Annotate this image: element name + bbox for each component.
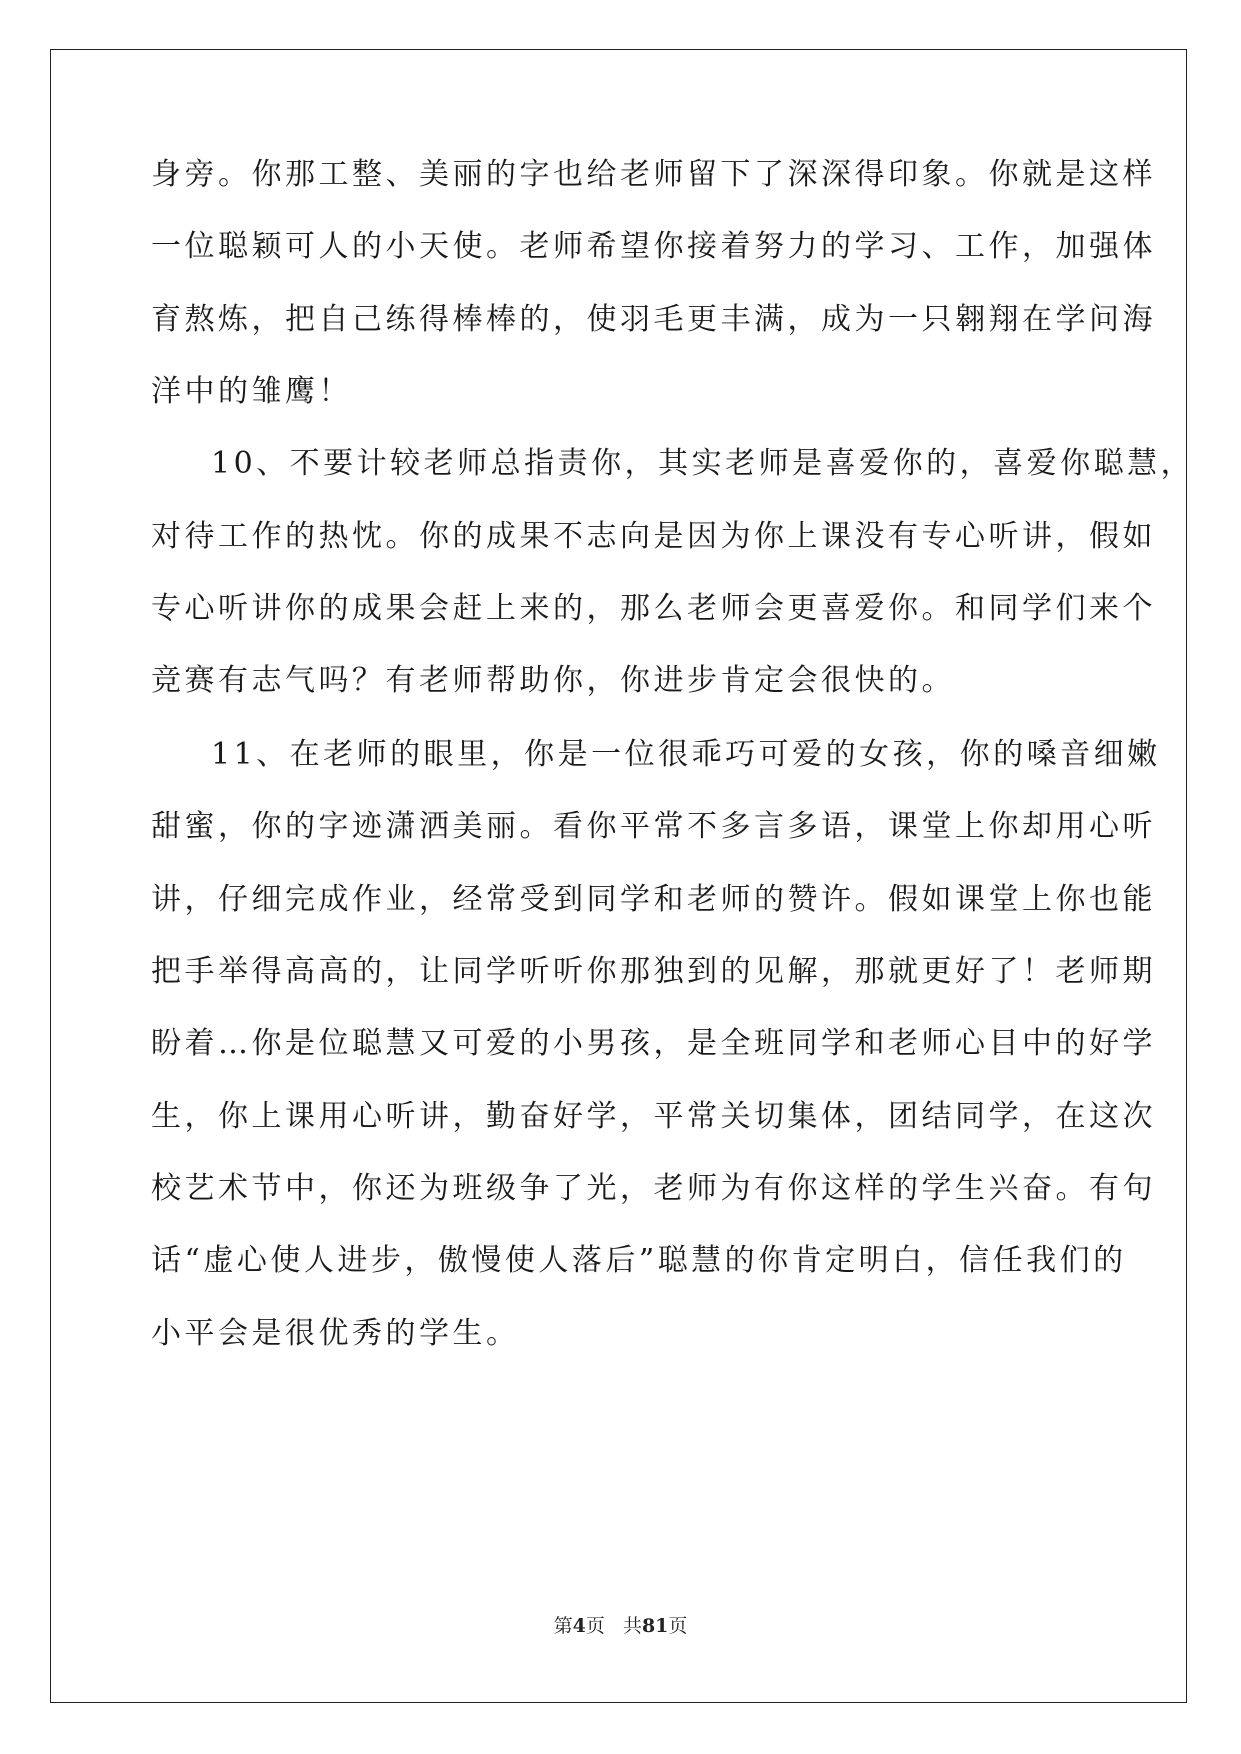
text-line: 生，你上课用心听讲，勤奋好学，平常关切集体，团结同学，在这次 — [151, 1099, 1156, 1134]
text-line: 专心听讲你的成果会赶上来的，那么老师会更喜爱你。和同学们来个 — [151, 591, 1156, 626]
current-page-number: 4 — [572, 1615, 586, 1637]
page-prefix: 第 — [553, 1615, 573, 1637]
text-line: 洋中的雏鹰！ — [151, 374, 352, 409]
text-line: 把手举得高高的，让同学听听你那独到的见解，那就更好了！老师期 — [151, 954, 1156, 989]
text-line: 育熬炼，把自己练得棒棒的，使羽毛更丰满，成为一只翱翔在学问海 — [151, 302, 1156, 337]
text-line: 甜蜜，你的字迹潇洒美丽。看你平常不多言多语，课堂上你却用心听 — [151, 809, 1156, 844]
text-line: 校艺术节中，你还为班级争了光，老师为有你这样的学生兴奋。有句 — [151, 1171, 1156, 1206]
page-mid: 页 共 — [585, 1615, 642, 1637]
paragraph-10-start: 10、不要计较老师总指责你，其实老师是喜爱你的，喜爱你聪慧， — [211, 446, 1195, 481]
page-suffix: 页 — [668, 1615, 688, 1637]
text-line: 盼着…你是位聪慧又可爱的小男孩，是全班同学和老师心目中的好学 — [151, 1026, 1156, 1061]
page-border — [50, 49, 1187, 1703]
total-page-number: 81 — [641, 1615, 669, 1637]
text-line: 一位聪颖可人的小天使。老师希望你接着努力的学习、工作，加强体 — [151, 229, 1156, 264]
text-line: 讲，仔细完成作业，经常受到同学和老师的赞许。假如课堂上你也能 — [151, 882, 1156, 917]
text-line: 对待工作的热忱。你的成果不志向是因为你上课没有专心听讲，假如 — [151, 519, 1156, 554]
text-line: 身旁。你那工整、美丽的字也给老师留下了深深得印象。你就是这样 — [151, 157, 1156, 192]
text-line: 小平会是很优秀的学生。 — [151, 1316, 520, 1351]
paragraph-11-start: 11、在老师的眼里，你是一位很乖巧可爱的女孩，你的嗓音细嫩 — [211, 737, 1161, 772]
text-line: 竞赛有志气吗？有老师帮助你，你进步肯定会很快的。 — [151, 663, 955, 698]
text-line: 话“虚心使人进步，傲慢使人落后”聪慧的你肯定明白，信任我们的 — [151, 1243, 1127, 1278]
page-footer — [0, 1613, 1241, 1639]
